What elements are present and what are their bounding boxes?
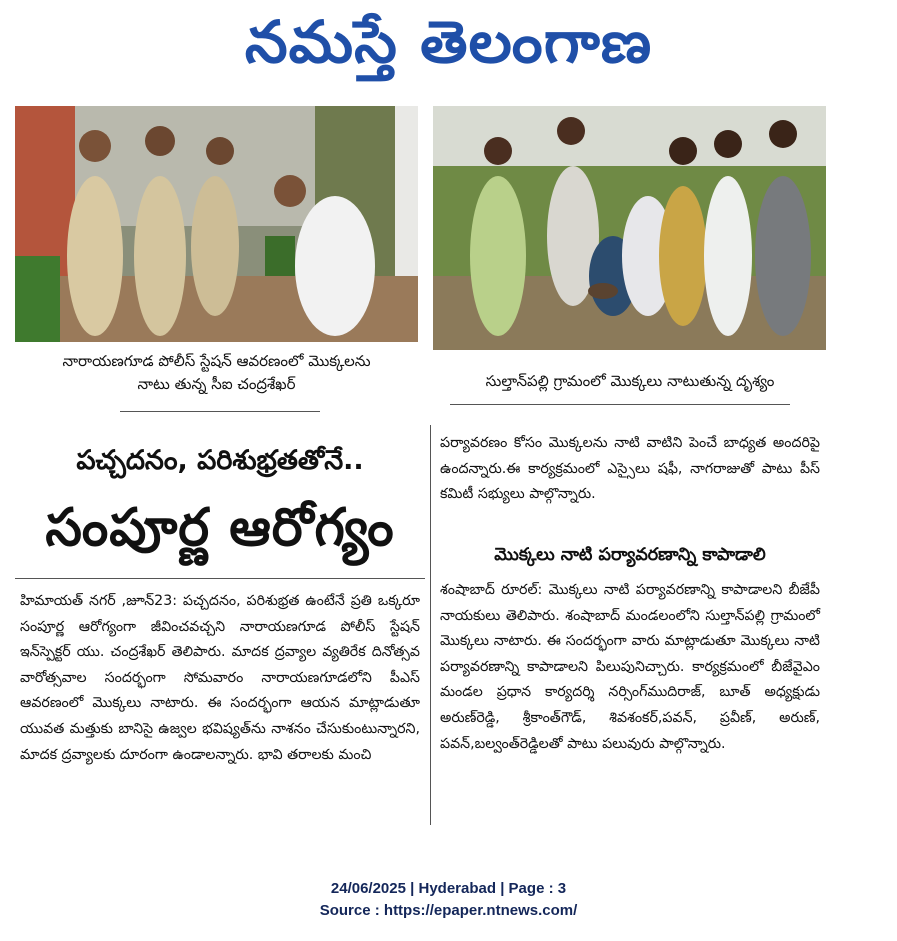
- headline-rule: [15, 578, 425, 579]
- footer-date-city-page: 24/06/2025 | Hyderabad | Page : 3: [330, 880, 567, 897]
- right-caption-text: సుల్తాన్‌పల్లి గ్రామంలో మొక్కలు నాటుతున్న దృశ్యం: [485, 372, 775, 390]
- article2-body: శంషాబాద్ రూరల్: మొక్కలు నాటి పర్యావరణాన్ని కాపాడాలని బీజేపీ నాయకులు తెలిపారు. శంషాబాద్ మండలంలోని సుల్తాన్‌పల్లి గ్రామంలో మొక్కలు నాటారు. ఈ సందర్భంగా వారు మాట్లాడుతూ మొక్కలు నాటి పర్యావరణాన్ని కాపాడాలని పిలుపునిచ్చారు. కార్యక్రమంలో బీజేవైఎం మండల ప్రధాన కార్యదర్శి నర్సింగ్‌ముదిరాజ్, బూత్ అధ్యక్షుడు అరుణ్‌రెడ్డి, శ్రీకాంత్‌గౌడ్, శివశంకర్,పవన్, ప్రవీణ్, అరుణ్, పవన్,బల్వంత్‌రెడ్డిలతో పాటు పలువురు పాల్గొన్నారు.: [440, 582, 820, 752]
- column-divider: [430, 425, 431, 825]
- newspaper-logo: నమస్తే తెలంగాణ: [244, 8, 653, 76]
- left-caption-rule: [120, 411, 320, 412]
- photo-police-planting: [15, 106, 418, 342]
- masthead: [0, 0, 897, 96]
- article1-headline: సంపూర్ణ ఆరోగ్యం: [45, 498, 395, 558]
- right-photo-caption: [440, 370, 820, 393]
- left-caption-line2: నాటు తున్న సీఐ చంద్రశేఖర్: [137, 375, 296, 393]
- left-caption-line1: నారాయణగూడ పోలీస్ స్టేషన్ ఆవరణంలో మొక్కలను: [62, 352, 371, 370]
- article1-body: హిమాయత్ నగర్ ,జూన్23: పచ్చదనం, పరిశుభ్రత ఉంటేనే ప్రతి ఒక్కరూ సంపూర్ణ ఆరోగ్యంగా జీవించవచ్చని నారాయణగూడ పోలీస్ స్టేషన్ ఇన్‌స్పెక్టర్ యు. చంద్రశేఖర్ తెలిపారు. మాదక ద్రవ్యాల వ్యతిరేక దినోత్సవ వారోత్సవాల సందర్భంగా సోమవారం నారాయణగూడలోని పీఎస్ ఆవరణంలో మొక్కలు నాటారు. ఈ సందర్భంగా ఆయన మాట్లాడుతూ యువత మత్తుకు బానిసై ఉజ్వల భవిష్యత్‌ను నాశనం చేసుకుంటున్నారని, మాదక ద్రవ్యాలకు దూరంగా ఉండాలన్నారు. భావి తరాలకు మంచి: [20, 593, 420, 763]
- right-caption-rule: [450, 404, 790, 405]
- article1-kicker: పచ్చదనం, పరిశుభ్రతతోనే..: [76, 445, 364, 476]
- footer-source-link[interactable]: Source : https://epaper.ntnews.com/: [319, 902, 578, 919]
- photo-village-planting: [433, 106, 826, 350]
- left-photo-caption: [15, 350, 418, 396]
- article2-headline: మొక్కలు నాటి పర్యావరణాన్ని కాపాడాలి: [494, 545, 766, 565]
- article1-continued: పర్యావరణం కోసం మొక్కలను నాటి వాటిని పెంచే బాధ్యత అందరిపై ఉందన్నారు.ఈ కార్యక్రమంలో ఎస్సైలు షఫీ, నాగరాజుతో పాటు పీస్ కమిటీ సభ్యులు పాల్గొన్నారు.: [440, 435, 820, 503]
